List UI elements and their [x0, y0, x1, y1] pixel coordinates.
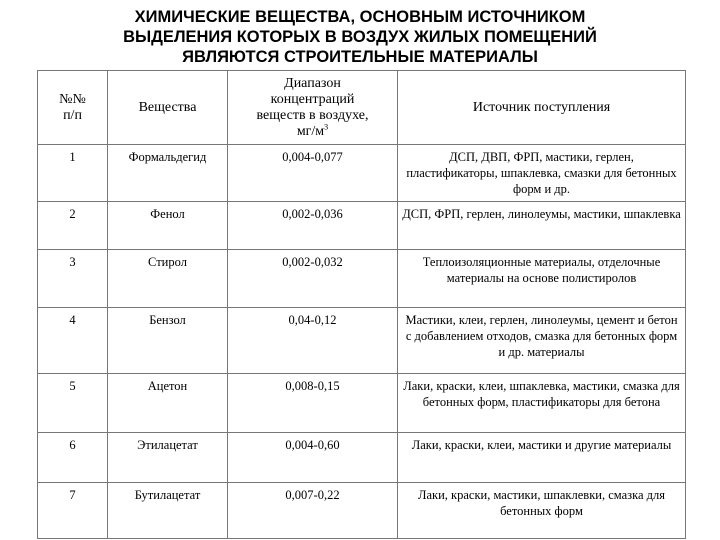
- header-range-line-1: Диапазон: [284, 75, 341, 91]
- page-title: [60, 7, 660, 67]
- table-row: [38, 202, 686, 250]
- table-header-row: [38, 71, 686, 145]
- header-range: [228, 71, 398, 145]
- header-substance: Вещества: [108, 71, 228, 145]
- cell-substance: Стирол: [108, 250, 228, 308]
- cell-substance: Формальдегид: [108, 145, 228, 202]
- cell-substance: Фенол: [108, 202, 228, 250]
- header-num: [38, 71, 108, 145]
- cell-num: 5: [38, 374, 108, 433]
- header-range-line-4: мг/м: [296, 123, 325, 139]
- cell-num: 2: [38, 202, 108, 250]
- table-row: [38, 308, 686, 374]
- cell-source: Лаки, краски, мастики, шпаклевки, смазка для бетонных форм: [398, 483, 686, 539]
- cell-source: Мастики, клеи, герлен, линолеумы, цемент и бетон с добавлением отходов, смазка для бетонных форм и др. материалы: [398, 308, 686, 374]
- cell-source: Лаки, краски, клеи, шпаклевка, мастики, смазка для бетонных форм, пластификаторы для бетона: [398, 374, 686, 433]
- table-row: [38, 145, 686, 202]
- header-num-line-2: п/п: [63, 107, 82, 123]
- cell-range: 0,004-0,077: [228, 145, 398, 202]
- table-row: [38, 483, 686, 539]
- header-range-line-2: концентраций: [270, 91, 355, 107]
- header-source: Источник поступления: [398, 71, 686, 145]
- table-row: [38, 433, 686, 483]
- cell-range: 0,004-0,60: [228, 433, 398, 483]
- table-row: [38, 250, 686, 308]
- cell-range: 0,002-0,036: [228, 202, 398, 250]
- cell-source: ДСП, ДВП, ФРП, мастики, герлен, пластификаторы, шпаклевка, смазки для бетонных форм и др.: [398, 145, 686, 202]
- cell-num: 1: [38, 145, 108, 202]
- title-line-2: ВЫДЕЛЕНИЯ КОТОРЫХ В ВОЗДУХ ЖИЛЫХ ПОМЕЩЕНИЙ: [123, 28, 597, 46]
- cell-source: Теплоизоляционные материалы, отделочные материалы на основе полистиролов: [398, 250, 686, 308]
- cell-range: 0,008-0,15: [228, 374, 398, 433]
- cell-num: 3: [38, 250, 108, 308]
- header-range-line-3: веществ в воздухе,: [256, 107, 369, 123]
- cell-source: ДСП, ФРП, герлен, линолеумы, мастики, шпаклевка: [398, 202, 686, 250]
- cell-num: 6: [38, 433, 108, 483]
- header-num-line-1: №№: [59, 91, 86, 107]
- cell-num: 4: [38, 308, 108, 374]
- title-line-3: ЯВЛЯЮТСЯ СТРОИТЕЛЬНЫЕ МАТЕРИАЛЫ: [182, 48, 538, 66]
- table-row: [38, 374, 686, 433]
- cell-substance: Бензол: [108, 308, 228, 374]
- header-range-superscript: 3: [324, 121, 329, 131]
- cell-substance: Ацетон: [108, 374, 228, 433]
- cell-substance: Бутилацетат: [108, 483, 228, 539]
- cell-num: 7: [38, 483, 108, 539]
- cell-substance: Этилацетат: [108, 433, 228, 483]
- cell-source: Лаки, краски, клеи, мастики и другие материалы: [398, 433, 686, 483]
- substances-table: [37, 70, 686, 539]
- cell-range: 0,007-0,22: [228, 483, 398, 539]
- title-line-1: ХИМИЧЕСКИЕ ВЕЩЕСТВА, ОСНОВНЫМ ИСТОЧНИКОМ: [134, 8, 586, 26]
- cell-range: 0,002-0,032: [228, 250, 398, 308]
- cell-range: 0,04-0,12: [228, 308, 398, 374]
